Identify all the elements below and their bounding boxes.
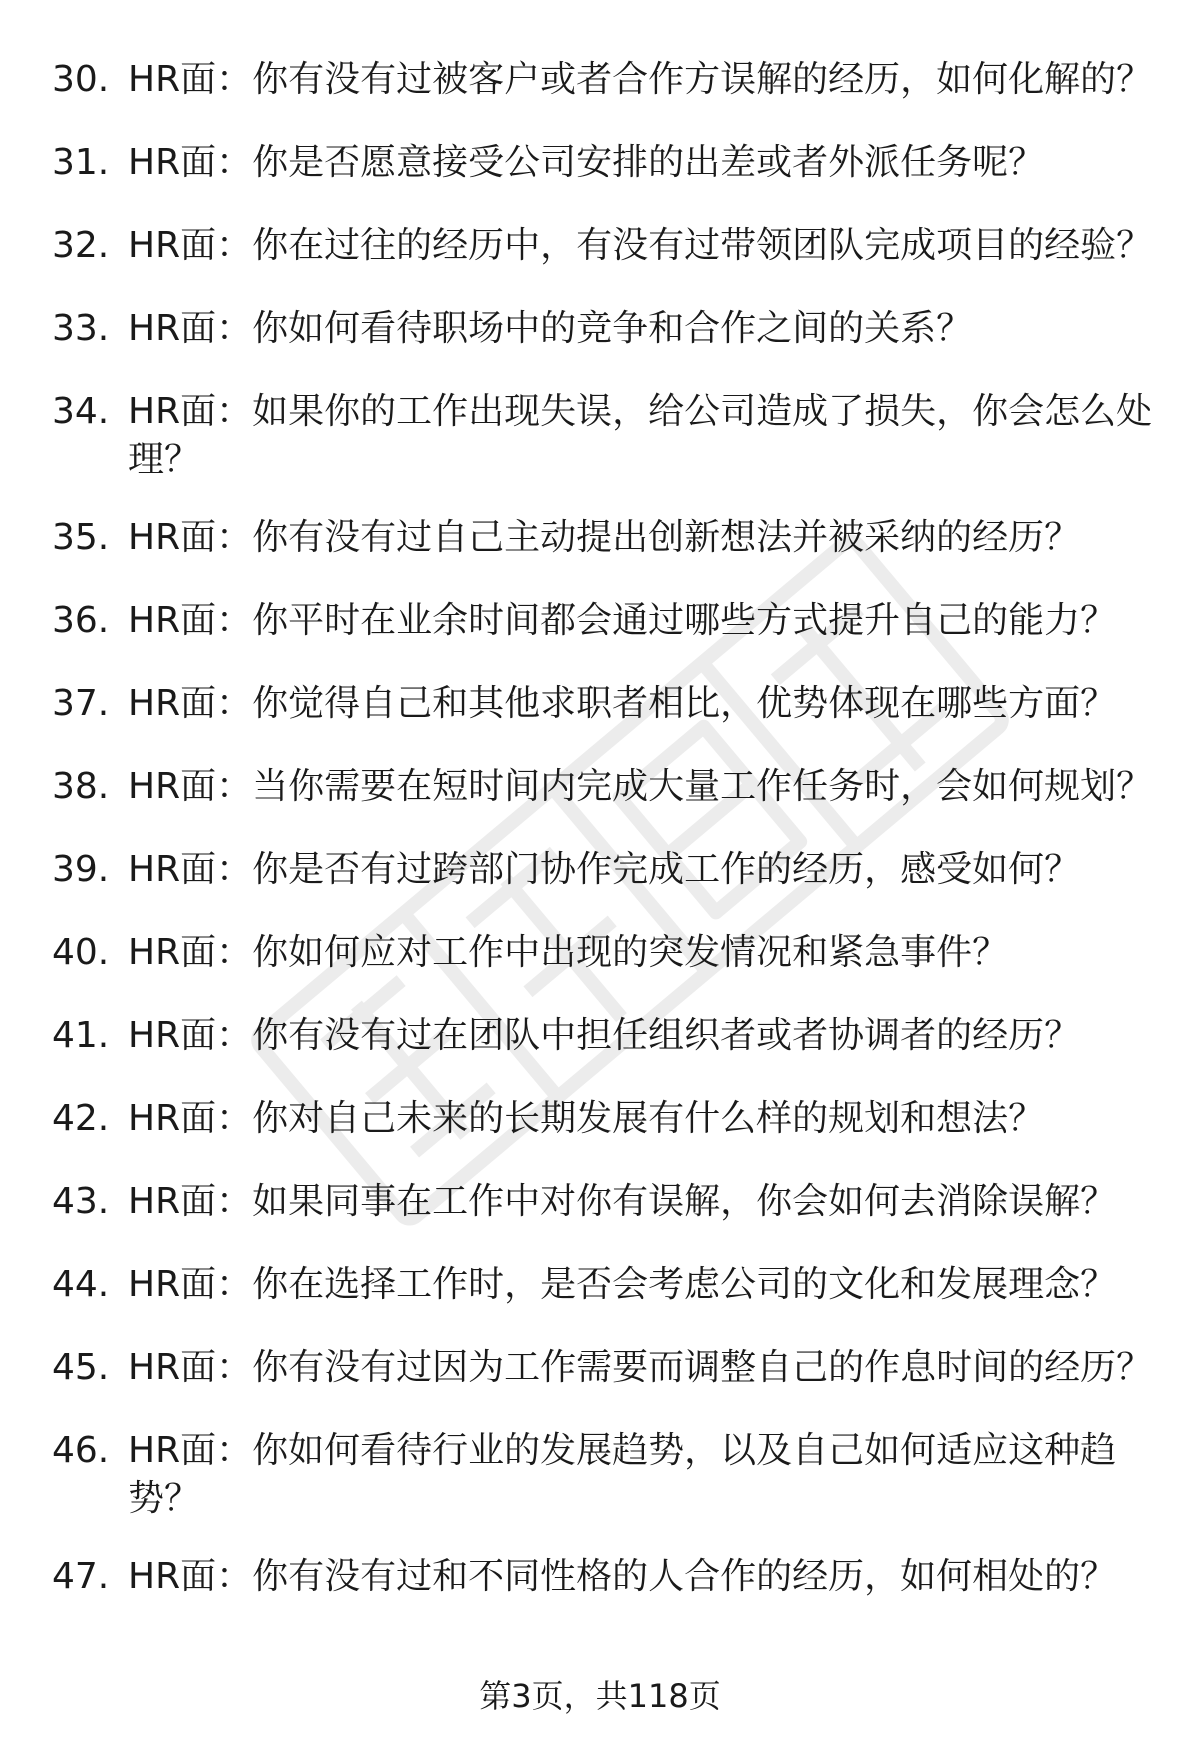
question-text: HR面：你如何应对工作中出现的突发情况和紧急事件？: [128, 932, 1009, 973]
question-number: 43.: [52, 1181, 110, 1222]
question-number: 39.: [52, 849, 110, 890]
question-item: [52, 680, 1162, 728]
question-text: HR面：你对自己未来的长期发展有什么样的规划和想法？: [128, 1098, 1045, 1139]
question-text: HR面：你如何看待行业的发展趋势，以及自己如何适应这种趋势？: [128, 1430, 1117, 1519]
question-text: HR面：你有没有过和不同性格的人合作的经历，如何相处的？: [128, 1556, 1117, 1597]
question-text: HR面：你平时在业余时间都会通过哪些方式提升自己的能力？: [128, 600, 1117, 641]
question-number: 38.: [52, 766, 110, 807]
question-number: 45.: [52, 1347, 110, 1388]
question-text: HR面：你在选择工作时，是否会考虑公司的文化和发展理念？: [128, 1264, 1117, 1305]
question-text: HR面：你有没有过因为工作需要而调整自己的作息时间的经历？: [128, 1347, 1153, 1388]
question-item: [52, 305, 1162, 353]
question-text: HR面：如果同事在工作中对你有误解，你会如何去消除误解？: [128, 1181, 1117, 1222]
question-item: [52, 222, 1162, 270]
question-number: 30.: [52, 59, 110, 100]
question-number: 40.: [52, 932, 110, 973]
question-number: 35.: [52, 517, 110, 558]
question-number: 31.: [52, 142, 110, 183]
question-item: [52, 1427, 1162, 1523]
question-item: [52, 514, 1162, 562]
question-text: HR面：你在过往的经历中，有没有过带领团队完成项目的经验？: [128, 225, 1153, 266]
question-item: [52, 139, 1162, 187]
question-number: 42.: [52, 1098, 110, 1139]
question-item: [52, 1553, 1162, 1601]
question-item: [52, 388, 1162, 484]
question-text: HR面：你觉得自己和其他求职者相比，优势体现在哪些方面？: [128, 683, 1117, 724]
question-number: 32.: [52, 225, 110, 266]
question-item: [52, 1178, 1162, 1226]
question-item: [52, 597, 1162, 645]
question-item: [52, 56, 1162, 104]
question-number: 33.: [52, 308, 110, 349]
question-number: 41.: [52, 1015, 110, 1056]
question-text: HR面：你有没有过在团队中担任组织者或者协调者的经历？: [128, 1015, 1081, 1056]
question-number: 46.: [52, 1430, 110, 1471]
question-text: HR面：你是否有过跨部门协作完成工作的经历，感受如何？: [128, 849, 1081, 890]
question-item: [52, 1012, 1162, 1060]
question-number: 44.: [52, 1264, 110, 1305]
question-number: 36.: [52, 600, 110, 641]
question-text: HR面：你是否愿意接受公司安排的出差或者外派任务呢？: [128, 142, 1045, 183]
question-item: [52, 929, 1162, 977]
question-item: [52, 846, 1162, 894]
question-item: [52, 1095, 1162, 1143]
question-text: HR面：你如何看待职场中的竞争和合作之间的关系？: [128, 308, 973, 349]
question-text: HR面：你有没有过自己主动提出创新想法并被采纳的经历？: [128, 517, 1081, 558]
question-text: HR面：你有没有过被客户或者合作方误解的经历，如何化解的？: [128, 59, 1153, 100]
question-item: [52, 1261, 1162, 1309]
page-number-footer: 第3页，共118页: [479, 1677, 721, 1715]
question-item: [52, 1344, 1162, 1392]
question-number: 34.: [52, 391, 110, 432]
question-number: 47.: [52, 1556, 110, 1597]
question-item: [52, 763, 1162, 811]
question-text: HR面：当你需要在短时间内完成大量工作任务时，会如何规划？: [128, 766, 1153, 807]
question-number: 37.: [52, 683, 110, 724]
question-text: HR面：如果你的工作出现失误，给公司造成了损失，你会怎么处理？: [128, 391, 1153, 480]
question-list: [52, 56, 1162, 1636]
